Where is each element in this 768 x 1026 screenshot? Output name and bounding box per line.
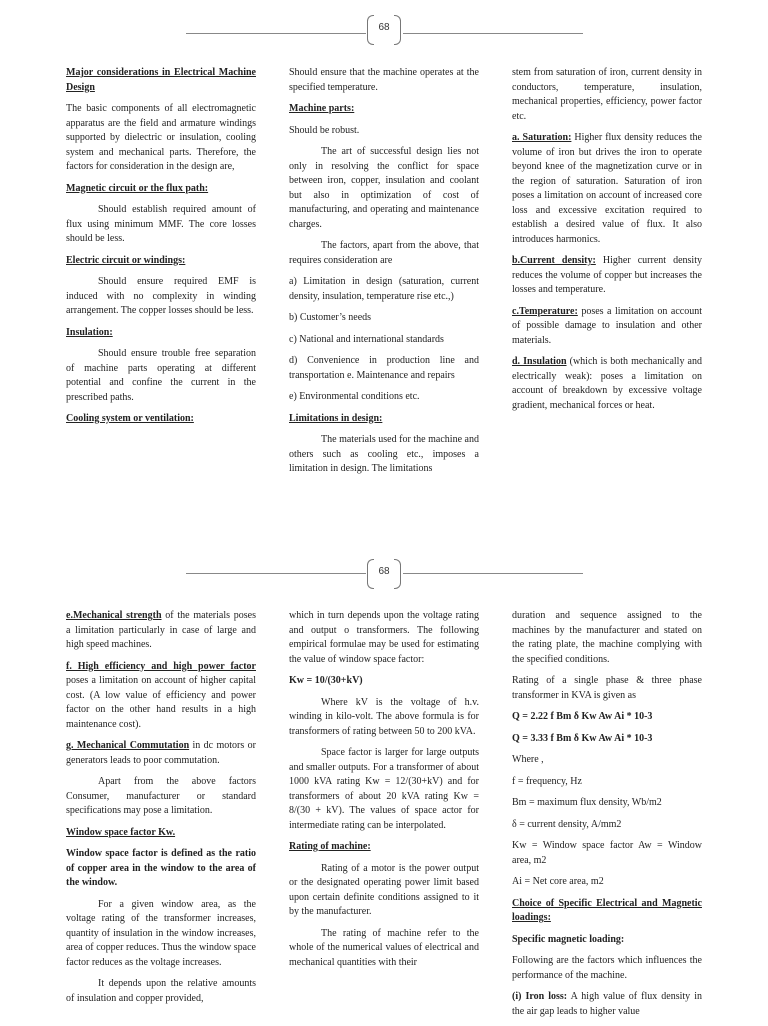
bottom-column-2 bbox=[289, 609, 479, 977]
paragraph: f = frequency, Hz bbox=[512, 775, 582, 787]
bold-paragraph: Specific magnetic loading: bbox=[512, 933, 625, 945]
paragraph: The basic components of all electromagnetic apparatus are the field and armature windings supported by dielectric or insulation, cooling system and mechanical parts. Therefore, the factors for consideration in the design are, bbox=[66, 103, 256, 172]
lead-paragraph bbox=[512, 131, 702, 247]
paragraph: Where , bbox=[512, 754, 544, 765]
section-heading: Window space factor Kw. bbox=[66, 826, 176, 838]
top-column-2 bbox=[289, 66, 479, 484]
paragraph: stem from saturation of iron, current density in conductors, temperature, insulation, mechanical properties, efficiency, power factor etc. bbox=[512, 67, 702, 122]
lead-text: Higher current density reduces the volume of copper but increases the losses and temperature. bbox=[512, 255, 702, 295]
lead-term: e.Mechanical strength bbox=[66, 610, 162, 621]
section-heading: Major considerations in Electrical Machine Design bbox=[66, 67, 256, 93]
paragraph: The factors, apart from the above, that requires consideration are bbox=[289, 240, 479, 266]
header-rule-left bbox=[186, 33, 366, 34]
section-heading: Magnetic circuit or the flux path: bbox=[66, 182, 209, 194]
lead-term: g. Mechanical Commutation bbox=[66, 740, 190, 751]
top-column-3 bbox=[512, 66, 702, 420]
paragraph: Should be robust. bbox=[289, 124, 360, 136]
lead-text: A high value of flux density in the air gap leads to higher value bbox=[512, 991, 702, 1017]
lead-term: (i) Iron loss: bbox=[512, 991, 568, 1002]
paragraph: Ai = Net core area, m2 bbox=[512, 876, 604, 887]
paragraph: Apart from the above factors Consumer, manufacturer or standard specifications may pose a limitation. bbox=[66, 776, 256, 816]
formula: Q = 2.22 f Bm δ Kw Aw Ai * 10-3 bbox=[512, 711, 653, 722]
top-page bbox=[0, 0, 768, 512]
paragraph: Bm = maximum flux density, Wb/m2 bbox=[512, 797, 662, 808]
bottom-column-3 bbox=[512, 609, 702, 1026]
paragraph: The materials used for the machine and others such as cooling etc., imposes a limitation in design. The limitations bbox=[289, 434, 479, 474]
top-column-1 bbox=[66, 66, 256, 434]
lead-term: d. Insulation bbox=[512, 356, 567, 367]
paragraph: a) Limitation in design (saturation, current density, insulation, temperature rise etc.,) bbox=[289, 276, 479, 302]
bold-paragraph: Window space factor is defined as the ratio of copper area in the window to the area of the window. bbox=[66, 848, 256, 888]
header-rule-left bbox=[186, 573, 366, 574]
page-number-badge: 68 bbox=[367, 559, 401, 589]
section-heading: Choice of Specific Electrical and Magnetic loadings: bbox=[512, 897, 702, 923]
paragraph: The art of successful design lies not only in resolving the conflict for space between iron, copper, insulation and coolant but also in optimization of cost of manufacturing, and operating and maintenance charges. bbox=[289, 146, 479, 230]
lead-paragraph bbox=[512, 355, 702, 413]
section-heading: Cooling system or ventilation: bbox=[66, 413, 194, 424]
lead-paragraph bbox=[512, 254, 702, 298]
lead-paragraph bbox=[66, 609, 256, 653]
paragraph: which in turn depends upon the voltage rating and output o transformers. The following empirical formulae may be used for estimating the value of window space factor: bbox=[289, 610, 479, 665]
lead-text: (which is both mechanically and electrically weak): poses a limitation on account of breakdown by excessive voltage gradient, mechanical forces or heat. bbox=[512, 356, 702, 411]
formula: Q = 3.33 f Bm δ Kw Aw Ai * 10-3 bbox=[512, 732, 653, 744]
paragraph: Space factor is larger for large outputs and smaller outputs. For a transformer of about 1000 kVA rating Kw = 12/(30+kV) and for transformers of about 20 kVA rating Kw = 8/(30 + kV). The values of space actor for intermediate rating can be interpolated. bbox=[289, 747, 479, 831]
paragraph: Following are the factors which influences the performance of the machine. bbox=[512, 955, 702, 981]
section-heading: Electric circuit or windings: bbox=[66, 254, 186, 266]
lead-text: of the materials poses a limitation particularly in case of large and high speed machines. bbox=[66, 610, 256, 650]
lead-term: b.Current density: bbox=[512, 255, 596, 266]
paragraph: Should ensure that the machine operates at the specified temperature. bbox=[289, 67, 479, 93]
paragraph: The rating of machine refer to the whole of the numerical values of electrical and mechanical quantities with their bbox=[289, 927, 479, 968]
paragraph: For a given window area, as the voltage rating of the transformer increases, quantity of insulation in the window increases, area of copper reduces. Thus the window space factor reduces as the voltage increases. bbox=[66, 898, 256, 968]
paragraph: d) Convenience in production line and transportation e. Maintenance and repairs bbox=[289, 355, 479, 381]
lead-paragraph bbox=[512, 305, 702, 349]
lead-text: Higher flux density reduces the volume of iron but drives the iron to operate beyond knee of the magnetization curve or in the region of saturation. Saturation of iron poses a limitation on account of increased core loss and excessive excitation required to establish a desired value of flux. It also introduces harmonics. bbox=[512, 132, 702, 245]
lead-text: poses a limitation on account of possible damage to insulation and other materials. bbox=[512, 305, 702, 346]
paragraph: Rating of a motor is the power output or the designated operating power limit based upon certain definite conditions assigned to it by the manufacturer. bbox=[289, 862, 479, 917]
page-number-badge: 68 bbox=[367, 15, 401, 45]
lead-text: in dc motors or generators leads to poor commutation. bbox=[66, 740, 256, 766]
header-rule-right bbox=[403, 573, 583, 574]
header-rule-right bbox=[403, 33, 583, 34]
paragraph: Should ensure required EMF is induced with no complexity in winding arrangement. The copper losses should be less. bbox=[66, 276, 256, 316]
lead-paragraph bbox=[66, 660, 256, 733]
paragraph: Should ensure trouble free separation of machine parts operating at different potential and confine the current in the prescribed paths. bbox=[66, 348, 256, 403]
paragraph: b) Customer’s needs bbox=[289, 312, 372, 323]
lead-paragraph bbox=[66, 739, 256, 768]
paragraph: Should establish required amount of flux using minimum MMF. The core losses should be less. bbox=[66, 204, 256, 244]
section-heading: Rating of machine: bbox=[289, 841, 371, 852]
bottom-column-1 bbox=[66, 609, 256, 1013]
section-heading: Limitations in design: bbox=[289, 412, 383, 424]
paragraph: duration and sequence assigned to the machines by the manufacturer and stated on the rating plate, the machine complying with the specified conditions. bbox=[512, 610, 702, 665]
bottom-page bbox=[0, 512, 768, 1024]
paragraph: Kw = Window space factor Aw = Window area, m2 bbox=[512, 840, 702, 866]
lead-text: poses a limitation on account of higher capital cost. (A low value of efficiency and power factor on the other hand results in a high maintenance cost). bbox=[66, 675, 256, 730]
paragraph: δ = current density, A/mm2 bbox=[512, 818, 622, 830]
paragraph: c) National and international standards bbox=[289, 333, 444, 345]
section-heading: Insulation: bbox=[66, 326, 113, 338]
paragraph: e) Environmental conditions etc. bbox=[289, 391, 420, 402]
section-heading: Machine parts: bbox=[289, 103, 355, 114]
lead-paragraph bbox=[512, 990, 702, 1019]
lead-term: c.Temperature: bbox=[512, 305, 578, 317]
lead-term: a. Saturation: bbox=[512, 132, 572, 143]
paragraph: Rating of a single phase & three phase transformer in KVA is given as bbox=[512, 675, 702, 701]
formula: Kw = 10/(30+kV) bbox=[289, 675, 363, 686]
lead-term: f. High efficiency and high power factor bbox=[66, 660, 256, 672]
paragraph: It depends upon the relative amounts of insulation and copper provided, bbox=[66, 978, 256, 1004]
paragraph: Where kV is the voltage of h.v. winding in kilo-volt. The above formula is for transformers of rating between 50 to 200 kVA. bbox=[289, 696, 479, 737]
